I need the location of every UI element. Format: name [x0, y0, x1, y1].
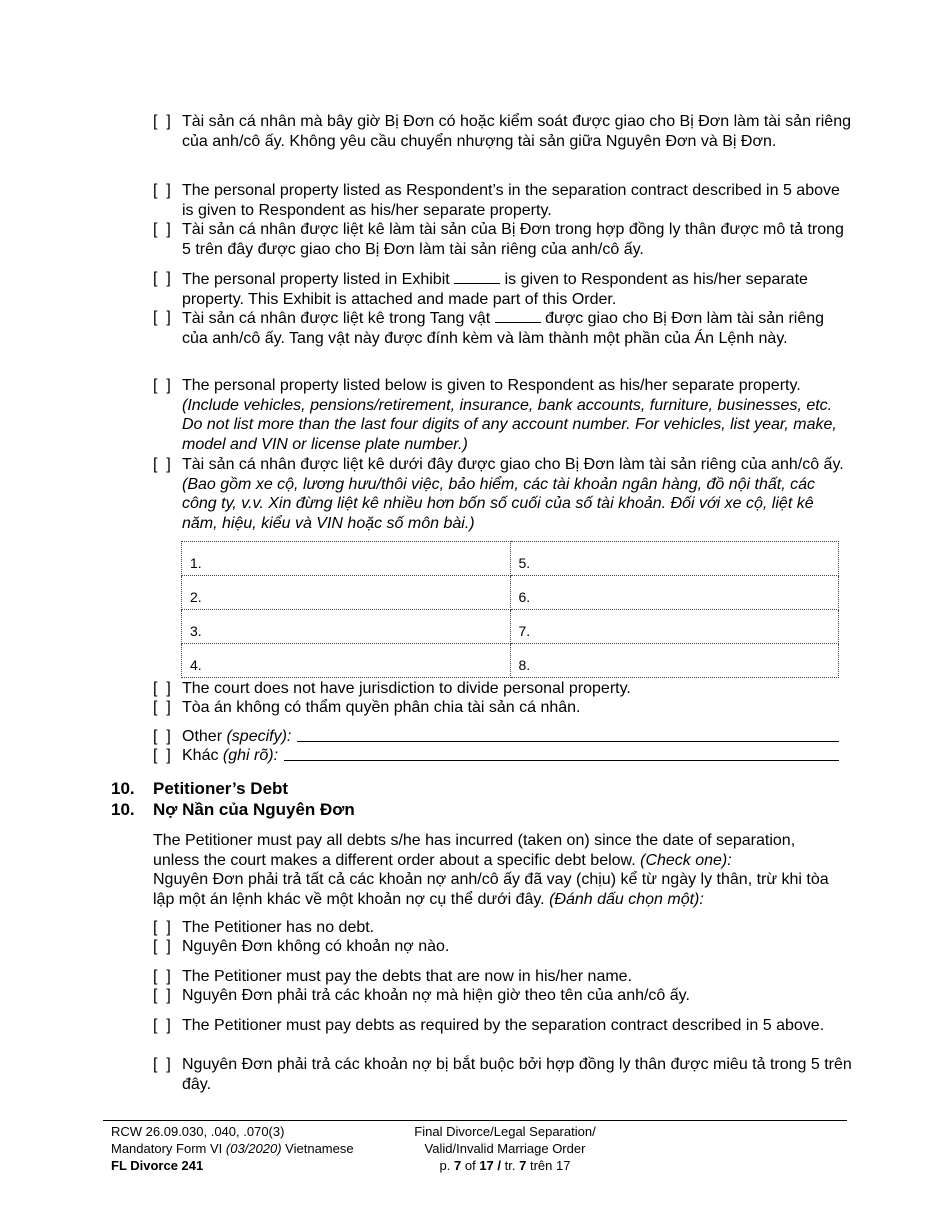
option-current-property: [153, 112, 853, 151]
option-text-vi: [182, 746, 839, 766]
option-text-vi: [182, 308, 853, 348]
instruction-note: (Check one):: [640, 851, 732, 869]
table-row: [182, 542, 839, 576]
option-text-vi: Nguyên Đơn không có khoản nợ nào.: [182, 938, 450, 955]
option-text-en: [182, 727, 839, 747]
option-no-debt-vi: [153, 937, 853, 957]
text: Tài sản cá nhân được liệt kê dưới đây được giao cho Bị Đơn làm tài sản riêng của anh/cô ấy.: [182, 456, 844, 473]
option-separation-contract-vi: [153, 220, 853, 259]
option-text-vi: [182, 455, 853, 533]
option-text-en: The personal property listed as Respondent’s in the separation contract described in 5 above is given to Respondent as his/her separate property.: [182, 182, 840, 219]
property-entry-cell[interactable]: 5.: [510, 542, 839, 576]
option-no-debt-en: [153, 918, 853, 938]
section-title-en: Petitioner’s Debt: [153, 779, 289, 798]
text: The Petitioner must pay all debts s/he has incurred (taken on) since the date of separation, unless the court makes a different order about a specific debt below.: [153, 832, 796, 869]
instruction-note: (Bao gồm xe cộ, lương hưu/thôi việc, bảo hiểm, các tài khoản ngân hàng, đồ nội thất, các công ty, v.v. Xin đừng liệt kê nhiều hơn bốn số cuối của số tài khoản. Đối với xe cộ, liệt kê năm, hiệu, kiểu và VIN hoặc số môn bài.): [182, 475, 815, 532]
section-intro-en: [153, 831, 843, 870]
property-entry-cell[interactable]: 6.: [510, 576, 839, 610]
footer-center: [380, 1123, 630, 1174]
option-separation-contract-en: [153, 181, 853, 220]
option-text-en: [182, 269, 853, 309]
option-other-vi: [153, 746, 839, 766]
text: Vietnamese: [285, 1141, 354, 1156]
option-text-en: The Petitioner must pay debts as required by the separation contract described in 5 above.: [182, 1017, 825, 1034]
option-exhibit-en: [153, 269, 853, 309]
option-listed-below-vi: [153, 455, 853, 533]
text: Khác: [182, 747, 219, 764]
option-no-jurisdiction-vi: [153, 698, 853, 718]
option-own-name-debts-vi: [153, 986, 853, 1006]
property-entry-cell[interactable]: 2.: [182, 576, 511, 610]
footer-page-number: [380, 1157, 630, 1174]
exhibit-text-a: Tài sản cá nhân được liệt kê trong Tang vật: [182, 310, 491, 327]
exhibit-blank[interactable]: [454, 269, 500, 284]
option-listed-below-en: [153, 376, 853, 454]
property-list-table: [181, 541, 839, 678]
checkbox[interactable]: [ ]: [153, 699, 171, 716]
exhibit-text-b: được giao cho Bị Đơn làm tài sản riêng của anh/cô ấy. Tang vật này được đính kèm và làm thành một phần của Án Lệnh này.: [182, 310, 825, 347]
option-text-vi: Tài sản cá nhân mà bây giờ Bị Đơn có hoặc kiểm soát được giao cho Bị Đơn làm tài sản riêng của anh/cô ấy. Không yêu cầu chuyển nhượng tài sản giữa Nguyên Đơn và Bị Đơn.: [182, 113, 851, 150]
footer-title-line2: Valid/Invalid Marriage Order: [424, 1141, 586, 1156]
option-text-en: The Petitioner must pay the debts that are now in his/her name.: [182, 968, 633, 985]
exhibit-blank[interactable]: [495, 308, 541, 323]
checkbox[interactable]: [ ]: [153, 968, 171, 985]
text: Mandatory Form VI: [111, 1141, 223, 1156]
property-entry-cell[interactable]: 7.: [510, 610, 839, 644]
option-text-vi: Nguyên Đơn phải trả các khoản nợ mà hiện giờ theo tên của anh/cô ấy.: [182, 987, 690, 1004]
form-date: (03/2020): [225, 1141, 282, 1156]
text: /: [497, 1158, 502, 1173]
exhibit-text-b: is given to Respondent as his/her separate property. This Exhibit is attached and made part of this Order.: [182, 271, 808, 308]
footer-left: [111, 1123, 354, 1174]
option-text-en: [182, 376, 853, 454]
page-total-vi: 17: [556, 1158, 571, 1173]
property-entry-cell[interactable]: 1.: [182, 542, 511, 576]
footer-form: [111, 1140, 354, 1157]
option-text-vi: Nguyên Đơn phải trả các khoản nợ bị bắt buộc bởi hợp đồng ly thân được miêu tả trong 5 trên đây.: [182, 1056, 852, 1093]
text: trên: [529, 1158, 553, 1173]
text: p.: [439, 1158, 451, 1173]
property-entry-cell[interactable]: 8.: [510, 644, 839, 678]
section-intro-vi: [153, 870, 843, 909]
table-row: [182, 576, 839, 610]
option-text-en: The Petitioner has no debt.: [182, 919, 375, 936]
checkbox[interactable]: [ ]: [153, 113, 171, 130]
text: tr.: [504, 1158, 516, 1173]
table-row: [182, 644, 839, 678]
footer-divider: [103, 1120, 847, 1121]
checkbox[interactable]: [ ]: [153, 270, 171, 287]
property-entry-cell[interactable]: 4.: [182, 644, 511, 678]
option-exhibit-vi: [153, 308, 853, 348]
option-text-en: The court does not have jurisdiction to divide personal property.: [182, 680, 631, 697]
instruction-note: (Include vehicles, pensions/retirement, insurance, bank accounts, furniture, businesses, etc. Do not list more than the last four digits of any account number. For vehicles, list year, make, model and VIN or license plate number.): [182, 396, 837, 453]
checkbox[interactable]: [ ]: [153, 987, 171, 1004]
option-text-vi: Tòa án không có thẩm quyền phân chia tài sản cá nhân.: [182, 699, 581, 716]
instruction-note: (Đánh dấu chọn một):: [549, 890, 704, 908]
option-own-name-debts-en: [153, 967, 853, 987]
checkbox[interactable]: [ ]: [153, 182, 171, 199]
checkbox[interactable]: [ ]: [153, 1017, 171, 1034]
option-contract-debts-vi: [153, 1055, 853, 1094]
checkbox[interactable]: [ ]: [153, 1056, 171, 1073]
instruction-note: (specify):: [226, 728, 292, 745]
section-title-vi: Nợ Nần của Nguyên Đơn: [153, 800, 355, 819]
option-other-en: [153, 727, 839, 747]
checkbox[interactable]: [ ]: [153, 938, 171, 955]
text: of: [464, 1158, 476, 1173]
checkbox[interactable]: [ ]: [153, 919, 171, 936]
checkbox[interactable]: [ ]: [153, 456, 171, 473]
other-specify-line[interactable]: [284, 746, 839, 761]
other-specify-line[interactable]: [297, 727, 839, 742]
footer-form-id: FL Divorce 241: [111, 1158, 204, 1173]
footer-title-line1: Final Divorce/Legal Separation/: [414, 1124, 596, 1139]
table-row: [182, 610, 839, 644]
text: Nguyên Đơn phải trả tất cả các khoản nợ anh/cô ấy đã vay (chịu) kể từ ngày ly thân, trừ khi tòa lập một án lệnh khác về một khoản nợ cụ thể dưới đây.: [153, 871, 829, 908]
checkbox[interactable]: [ ]: [153, 309, 171, 326]
checkbox[interactable]: [ ]: [153, 221, 171, 238]
section-number: 10.: [111, 779, 135, 798]
page-total: 17: [479, 1158, 494, 1173]
checkbox[interactable]: [ ]: [153, 728, 171, 745]
page-current-vi: 7: [519, 1158, 527, 1173]
text: Other: [182, 728, 223, 745]
option-contract-debts-en: [153, 1016, 853, 1036]
instruction-note: (ghi rõ):: [222, 747, 279, 764]
text: The personal property listed below is given to Respondent as his/her separate property.: [182, 377, 801, 394]
checkbox[interactable]: [ ]: [153, 747, 171, 764]
option-no-jurisdiction-en: [153, 679, 853, 699]
page-current: 7: [453, 1158, 462, 1173]
property-entry-cell[interactable]: 3.: [182, 610, 511, 644]
option-text-vi: Tài sản cá nhân được liệt kê làm tài sản của Bị Đơn trong hợp đồng ly thân được mô tả trong 5 trên đây được giao cho Bị Đơn làm tài sản riêng của anh/cô ấy.: [182, 221, 844, 258]
footer-rcw: RCW 26.09.030, .040, .070(3): [111, 1124, 285, 1139]
checkbox[interactable]: [ ]: [153, 377, 171, 394]
checkbox[interactable]: [ ]: [153, 680, 171, 697]
section-number: 10.: [111, 800, 135, 819]
exhibit-text-a: The personal property listed in Exhibit: [182, 271, 450, 288]
